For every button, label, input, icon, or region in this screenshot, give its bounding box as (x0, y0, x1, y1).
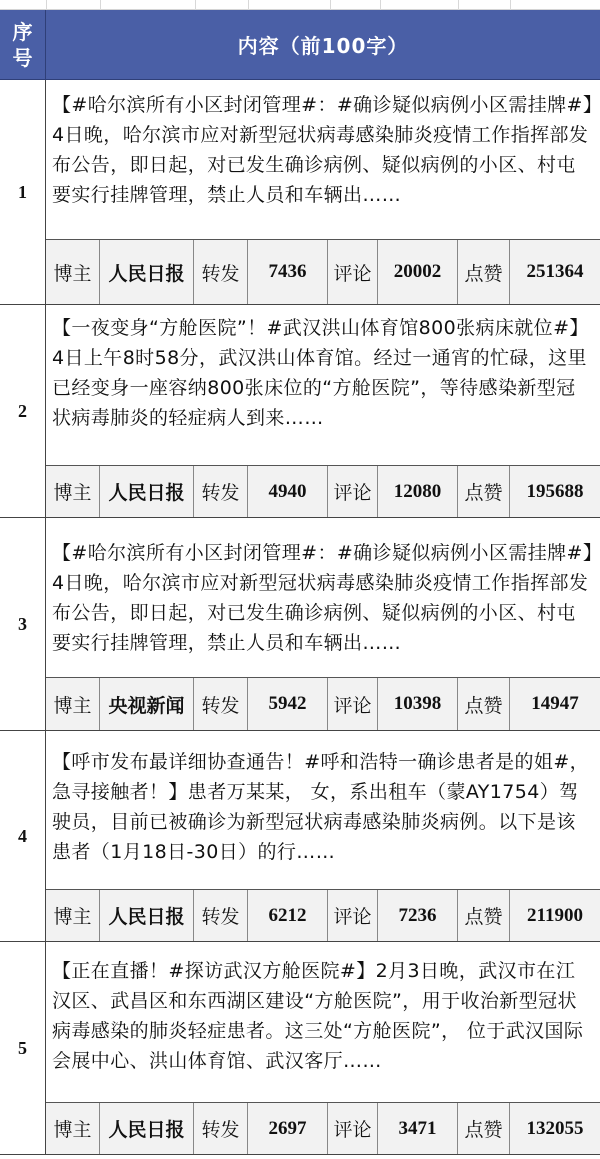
repost-count: 5942 (248, 678, 328, 730)
like-count: 211900 (527, 904, 583, 926)
comment-label: 评论 (328, 240, 378, 304)
repost-count: 2697 (248, 1103, 328, 1154)
row-content-text: 【一夜变身“方舱医院”！#武汉洪山体育馆800张病床就位#】4日上午8时58分，武汉洪山体育馆。经过一通宵的忙碌，这里已经变身一座容纳800张床位的“方舱医院”，等待感染新型冠状病毒肺炎的轻症病人到来…… (52, 317, 589, 429)
blogger-label: 博主 (46, 466, 100, 517)
repost-count: 4940 (248, 466, 328, 517)
header-seq-line1: 序 (12, 19, 33, 44)
row-stats (46, 1102, 600, 1155)
row-content-text: 【正在直播！#探访武汉方舱医院#】2月3日晚，武汉市在江汉区、武昌区和东西湖区建设“方舱医院”，用于收治新型冠状病毒感染的肺炎轻症患者。这三处“方舱医院”， 位于武汉国际会展中心、洪山体育馆、武汉客厅…… (52, 960, 584, 1072)
spreadsheet-top-gridlines (0, 0, 600, 10)
row-seq: 2 (0, 305, 46, 518)
comment-count: 12080 (378, 466, 458, 517)
row-content-text: 【#哈尔滨所有小区封闭管理#：#确诊疑似病例小区需挂牌#】4日晚，哈尔滨市应对新型冠状病毒感染肺炎疫情工作指挥部发布公告，即日起，对已发生确诊病例、疑似病例的小区、村屯要实行挂牌管理，禁止人员和车辆出…… (52, 94, 593, 206)
like-count: 132055 (526, 1117, 584, 1139)
repost-label: 转发 (194, 678, 248, 730)
like-label: 点赞 (458, 466, 510, 517)
repost-label: 转发 (194, 240, 248, 304)
blogger-name: 人民日报 (100, 466, 194, 517)
repost-count: 6212 (248, 890, 328, 941)
row-stats (46, 677, 600, 731)
comment-label: 评论 (328, 890, 378, 941)
repost-label: 转发 (194, 890, 248, 941)
repost-label: 转发 (194, 466, 248, 517)
blogger-name: 人民日报 (100, 890, 194, 941)
row-seq: 3 (0, 518, 46, 731)
like-count: 251364 (526, 261, 584, 282)
row-seq: 5 (0, 942, 46, 1155)
row-stats (46, 239, 600, 305)
row-stats (46, 465, 600, 518)
row-content-text: 【呼市发布最详细协查通告！#呼和浩特一确诊患者是的姐#，急寻接触者！】患者万某某， 女，系出租车（蒙AY1754）驾驶员，目前已被确诊为新型冠状病毒感染肺炎病例。以下是该患者（1月18日-30日）的行…… (52, 751, 590, 863)
like-label: 点赞 (458, 1103, 510, 1154)
comment-count: 20002 (378, 240, 458, 304)
blogger-label: 博主 (46, 1103, 100, 1154)
blogger-label: 博主 (46, 890, 100, 941)
header-seq (0, 10, 46, 80)
row-content-text: 【#哈尔滨所有小区封闭管理#：#确诊疑似病例小区需挂牌#】4日晚，哈尔滨市应对新型冠状病毒感染肺炎疫情工作指挥部发布公告，即日起，对已发生确诊病例、疑似病例的小区、村屯要实行挂牌管理，禁止人员和车辆出…… (52, 542, 593, 654)
blogger-name: 人民日报 (100, 1103, 194, 1154)
blogger-name: 人民日报 (100, 240, 194, 304)
comment-count: 10398 (378, 678, 458, 730)
row-stats (46, 889, 600, 942)
like-label: 点赞 (458, 678, 510, 730)
header-content: 内容（前100字） (46, 10, 600, 80)
row-seq: 1 (0, 80, 46, 305)
row-seq: 4 (0, 731, 46, 942)
comment-label: 评论 (328, 466, 378, 517)
repost-count: 7436 (248, 240, 328, 304)
header-seq-line2: 号 (12, 45, 33, 70)
repost-label: 转发 (194, 1103, 248, 1154)
comment-label: 评论 (328, 1103, 378, 1154)
blogger-label: 博主 (46, 678, 100, 730)
blogger-label: 博主 (46, 240, 100, 304)
comment-count: 3471 (378, 1103, 458, 1154)
comment-label: 评论 (328, 678, 378, 730)
like-count: 195688 (526, 480, 584, 502)
comment-count: 7236 (378, 890, 458, 941)
blogger-name: 央视新闻 (100, 678, 194, 730)
like-count: 14947 (531, 693, 579, 714)
like-label: 点赞 (458, 240, 510, 304)
like-label: 点赞 (458, 890, 510, 941)
